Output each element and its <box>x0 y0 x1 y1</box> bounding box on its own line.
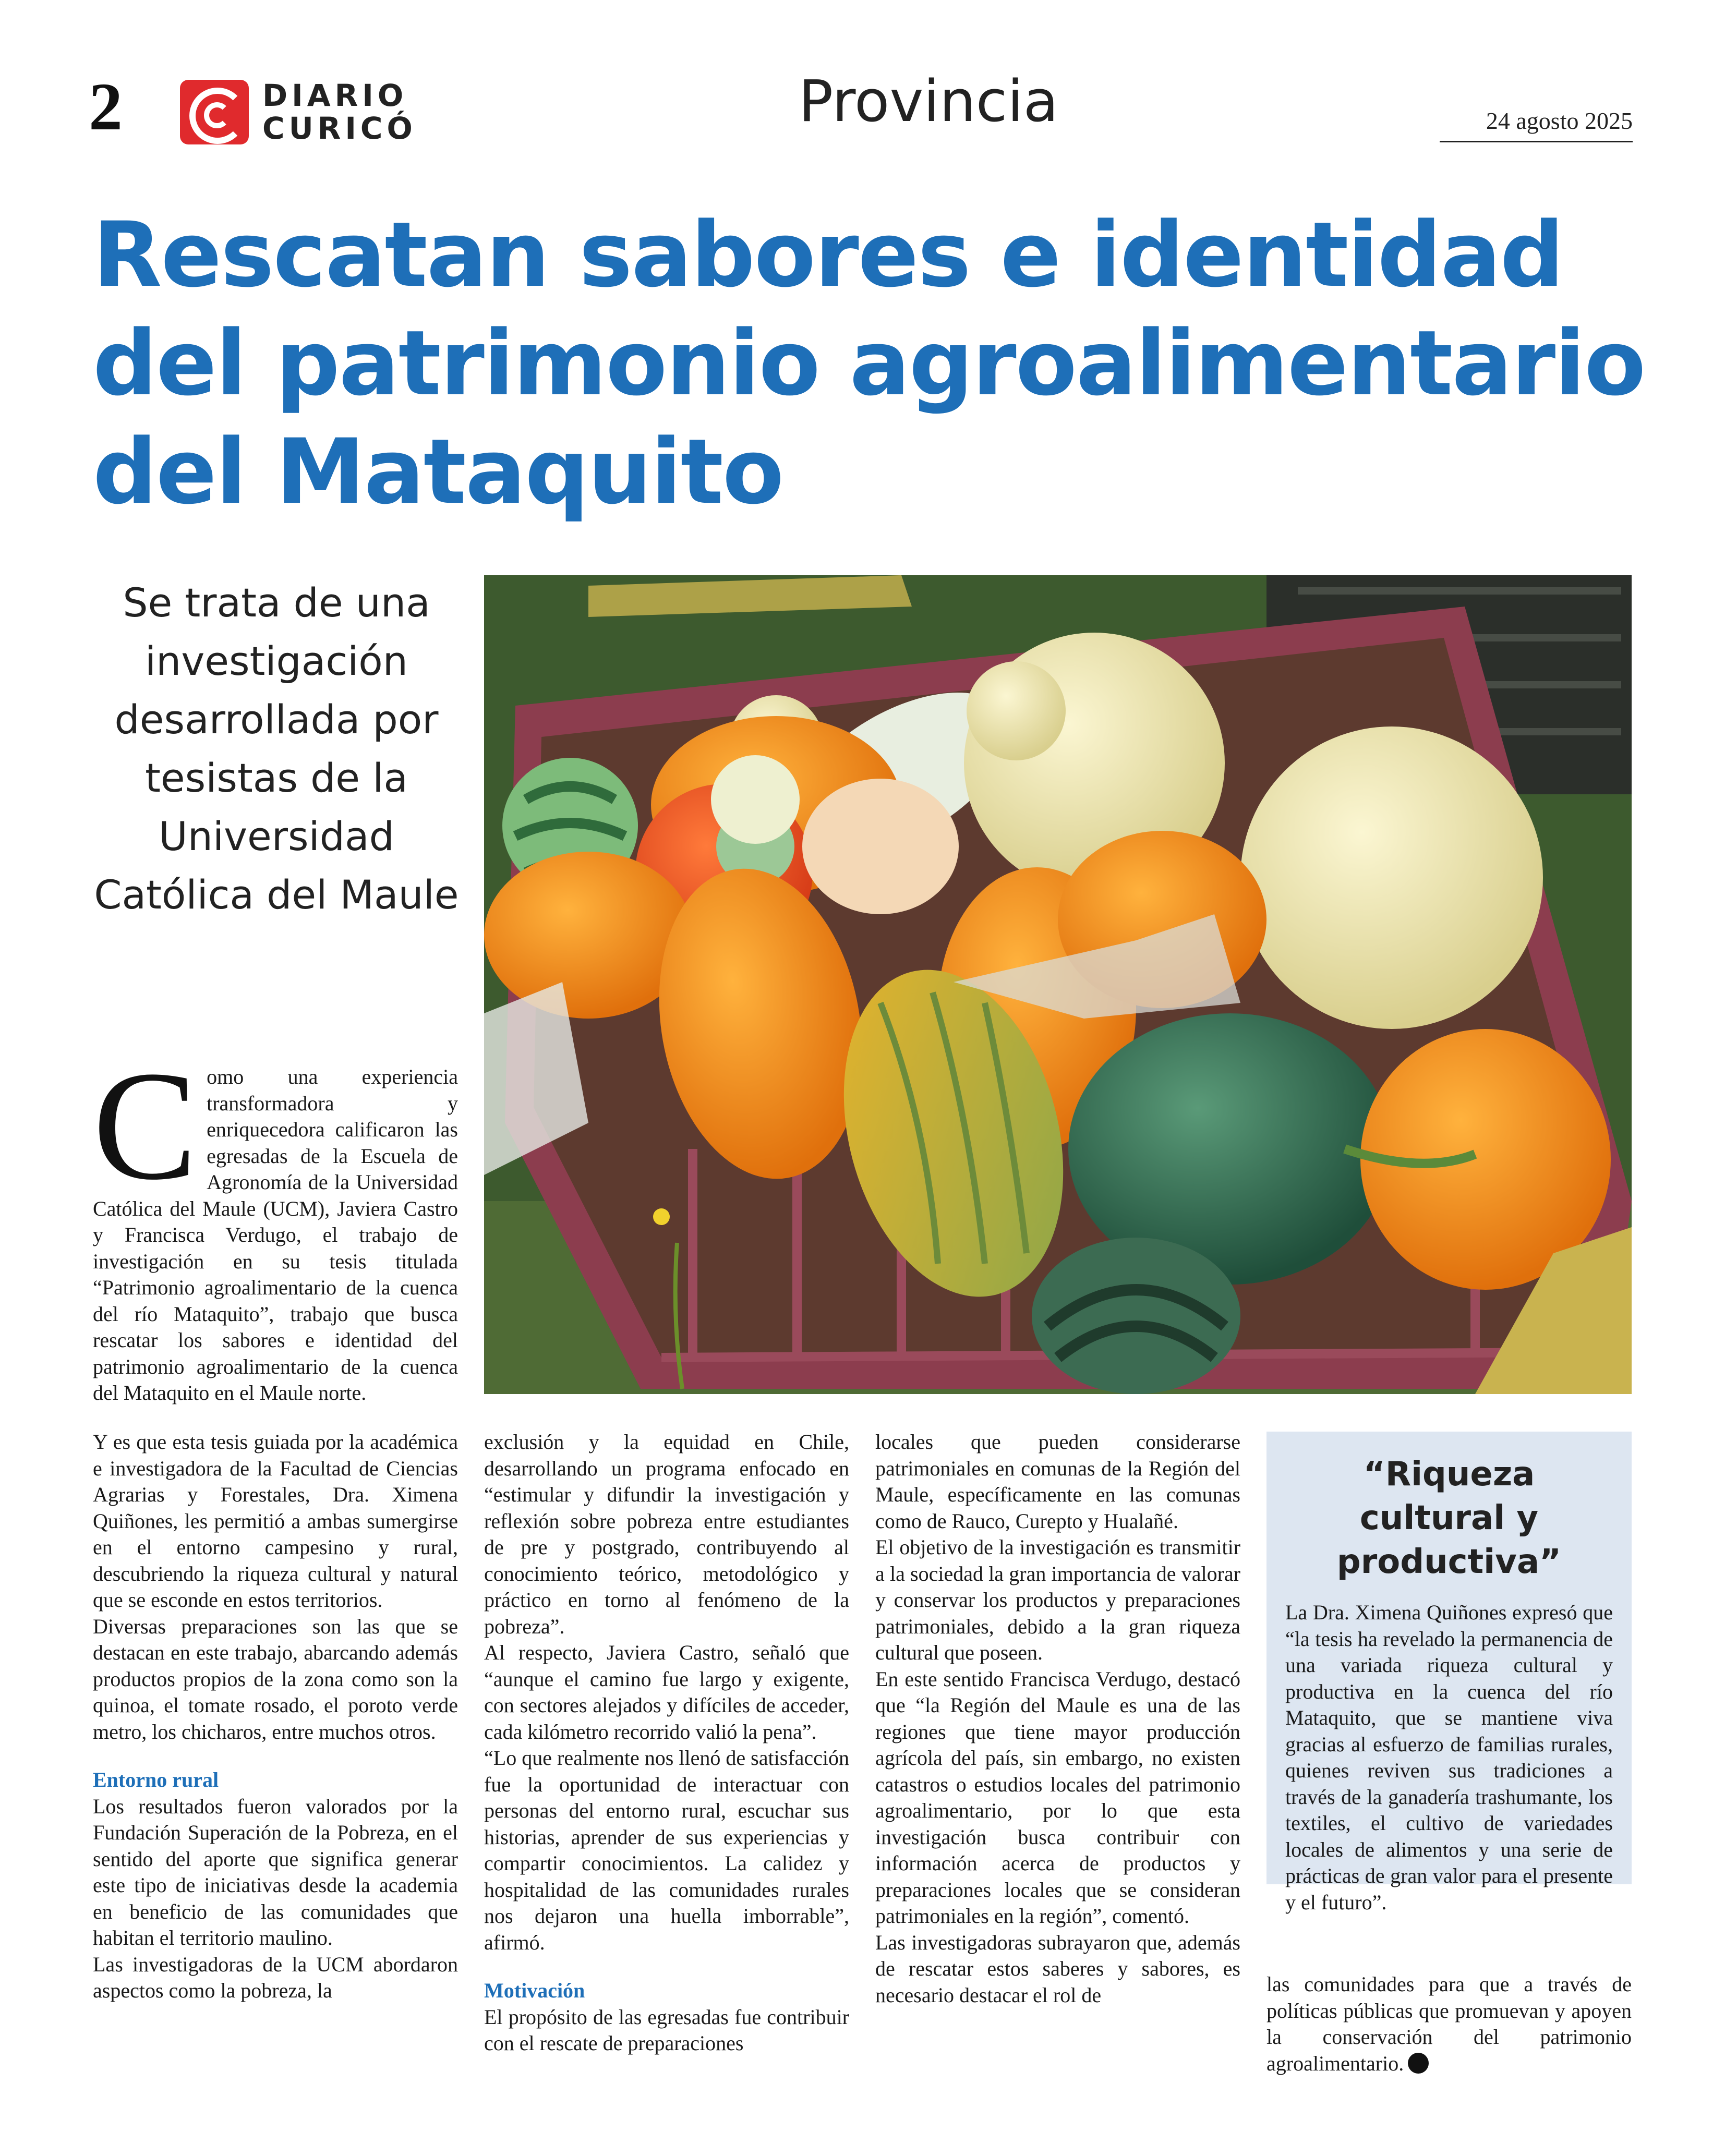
paragraph-intro: omo una experiencia transformadora y enriquecedora calificaron las egresadas de la Escuela de Agronomía de la Universidad Católica del Maule (UCM), Javiera Castro y Francisca Verdugo, el trabajo de investigación en su tesis titulada “Patrimonio agroalimentario de la cuenca del río Mataquito”, trabajo que busca rescatar los sabores e identidad del patrimonio agroalimentario de la cuenca del Mataquito en el Maule norte. <box>93 1065 458 1404</box>
paragraph: Las investigadoras subrayaron que, además de rescatar estos saberes y sabores, es necesario destacar el rol de <box>875 1930 1240 2007</box>
drop-cap: C <box>93 1039 198 1212</box>
section-title: Provincia <box>798 68 1059 135</box>
paragraph: exclusión y la equidad en Chile, desarrollando un programa enfocado en “estimular y difundir la investigación y reflexión sobre pobreza entre estudiantes de pre y postgrado, contribuyendo al conocimiento teórico, metodológico y práctico en torno al fenómeno de la pobreza”. <box>484 1430 849 1638</box>
article-subtitle: Se trata de una investigación desarrollada por tesistas de la Universidad Católica del Maule <box>94 579 459 918</box>
article-column-1 <box>93 1429 458 2004</box>
quote-sidebar <box>1266 1432 1632 1914</box>
headline-line3: del Mataquito <box>93 419 783 524</box>
article-column-4 <box>1266 1971 1632 2077</box>
subheading-motivacion: Motivación <box>484 1979 585 2002</box>
article-column-3 <box>875 1429 1240 2008</box>
headline-line1: Rescatan sabores e identidad <box>93 202 1563 307</box>
paragraph: El objetivo de la investigación es transmitir a la sociedad la gran importancia de valorar y conservar los productos y preparaciones patrimoniales, debido a la gran riqueza cultural que poseen. <box>875 1535 1240 1664</box>
subheading-entorno-rural: Entorno rural <box>93 1768 219 1791</box>
paragraph: Las investigadoras de la UCM abordaron aspectos como la pobreza, la <box>93 1952 458 2002</box>
article-headline <box>93 201 1658 526</box>
logo-text <box>262 79 417 144</box>
paragraph: Diversas preparaciones son las que se destacan en este trabajo, abarcando además productos propios de la zona como son la quinoa, el tomate rosado, el poroto verde metro, los chicharos, entre muchos otros. <box>93 1614 458 1743</box>
issue-date: 24 agosto 2025 <box>1440 107 1633 142</box>
paragraph: En este sentido Francisca Verdugo, destacó que “la Región del Maule es una de las regiones que tiene mayor producción agrícola del país, sin embargo, no existen catastros o estudios locales del patrimonio agroalimentario, por lo que esta investigación busca contribuir con información acerca de productos y preparaciones locales que se consideran patrimoniales en la región”, comentó. <box>875 1667 1240 1928</box>
logo-line1: DIARIO <box>262 78 408 114</box>
paragraph: Y es que esta tesis guiada por la académica e investigadora de la Facultad de Ciencias Agrarias y Forestales, Dra. Ximena Quiñones, les permitió a ambas sumergirse en el entorno campesino y rural, descubriendo la riqueza cultural y natural que se esconde en estos territorios. <box>93 1430 458 1612</box>
page-number: 2 <box>89 69 123 144</box>
logo-line2: CURICÓ <box>262 111 417 146</box>
sidebar-title: “Riqueza cultural y productiva” <box>1336 1455 1562 1581</box>
article-column-1-top <box>93 1039 458 1407</box>
paragraph-closing <box>1266 1971 1632 2077</box>
paragraph: locales que pueden considerarse patrimoniales en comunas de la Región del Maule, específicamente en las comunas como de Rauco, Curepto y Hualañé. <box>875 1430 1240 1533</box>
article-photo <box>484 575 1632 1394</box>
article-column-2 <box>484 1429 849 2057</box>
sidebar-text: La Dra. Ximena Quiñones expresó que “la tesis ha revelado la permanencia de una variada riqueza cultural y productiva en la cuenca del río Mataquito, que se mantiene viva gracias al esfuerzo de familias rurales, quienes reviven sus tradiciones a través de la ganadería trashumante, los textiles, el cultivo de variedades locales de alimentos y una serie de prácticas de gran valor para el presente y el futuro”. <box>1285 1601 1613 1914</box>
logo-icon <box>180 80 249 144</box>
paragraph: Los resultados fueron valorados por la Fundación Superación de la Pobreza, en el sentido del aporte que significa generar este tipo de iniciativas desde la academia en beneficio de las comunidades que habitan el territorio maulino. <box>93 1794 458 1949</box>
closing-text: las comunidades para que a través de políticas públicas que promuevan y apoyen la conservación del patrimonio agroalimentario. <box>1266 1972 1632 2075</box>
end-mark-icon <box>1408 2053 1429 2074</box>
headline-line2: del patrimonio agroalimentario <box>93 311 1645 416</box>
paragraph: Al respecto, Javiera Castro, señaló que “aunque el camino fue largo y exigente, con sectores alejados y difíciles de acceder, cada kilómetro recorrido valió la pena”. <box>484 1641 849 1743</box>
paragraph: El propósito de las egresadas fue contribuir con el rescate de preparaciones <box>484 2005 849 2055</box>
paragraph: “Lo que realmente nos llenó de satisfacción fue la oportunidad de interactuar con personas del entorno rural, escuchar sus historias, aprender de sus experiencias y compartir conocimientos. La calidez y hospitalidad de las comunidades rurales nos dejaron una huella imborrable”, afirmó. <box>484 1746 849 1954</box>
newspaper-logo[interactable] <box>180 78 592 146</box>
